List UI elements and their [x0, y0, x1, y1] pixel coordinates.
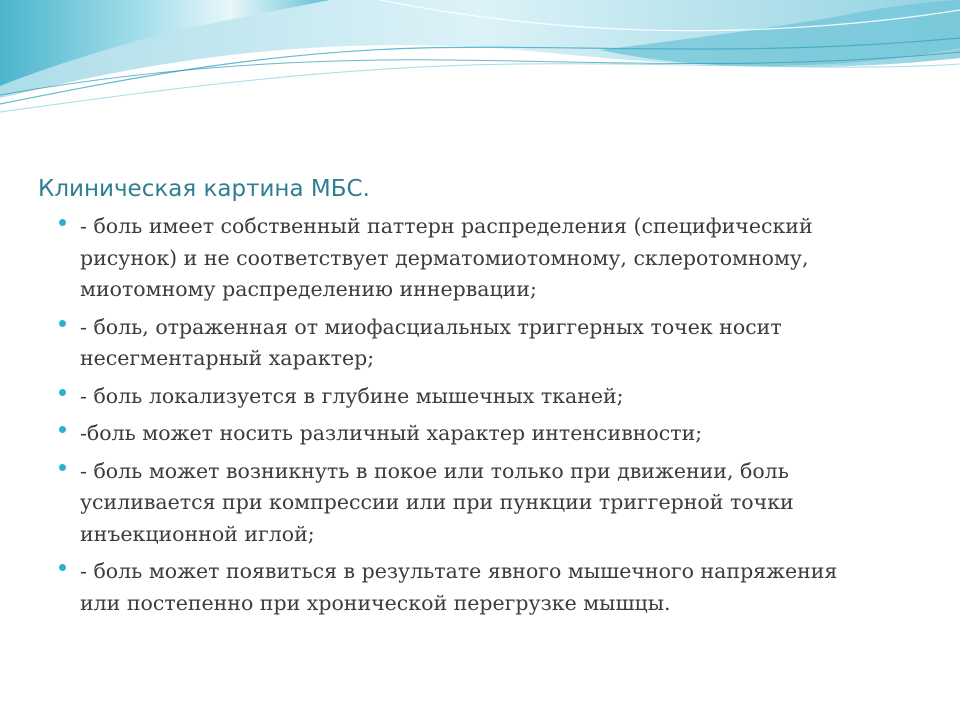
bullet-text: - боль, отраженная от миофасциальных триггерных точек носит несегментарный характер;	[80, 314, 782, 370]
bullet-dot-icon	[59, 564, 66, 571]
bullet-item	[58, 312, 918, 375]
bullet-text: - боль может появиться в результате явного мышечного напряжения или постепенно при хронической перегрузке мышцы.	[80, 559, 838, 615]
bullet-text: - боль может возникнуть в покое или только при движении, боль усиливается при компрессии или при пункции триггерной точки инъекционной иглой;	[80, 458, 794, 546]
wave-decoration	[0, 0, 960, 130]
bullet-item	[58, 211, 918, 306]
bullet-dot-icon	[59, 426, 66, 433]
bullet-list	[58, 211, 918, 625]
bullet-item	[58, 556, 918, 619]
bullet-dot-icon	[59, 320, 66, 327]
bullet-text: -боль может носить различный характер интенсивности;	[80, 421, 703, 445]
bullet-item	[58, 381, 918, 413]
bullet-item	[58, 418, 918, 450]
wave-line-4	[0, 64, 960, 112]
bullet-text: - боль имеет собственный паттерн распределения (специфический рисунок) и не соответствует дерматомиотомному, склеротомному, миотомному распределению иннервации;	[80, 214, 813, 301]
slide-title: Клиническая картина МБС.	[38, 176, 370, 202]
bullet-dot-icon	[59, 389, 66, 396]
bullet-dot-icon	[59, 219, 66, 226]
bullet-dot-icon	[59, 464, 66, 471]
bullet-text: - боль локализуется в глубине мышечных тканей;	[80, 383, 624, 408]
bullet-item	[58, 456, 918, 551]
